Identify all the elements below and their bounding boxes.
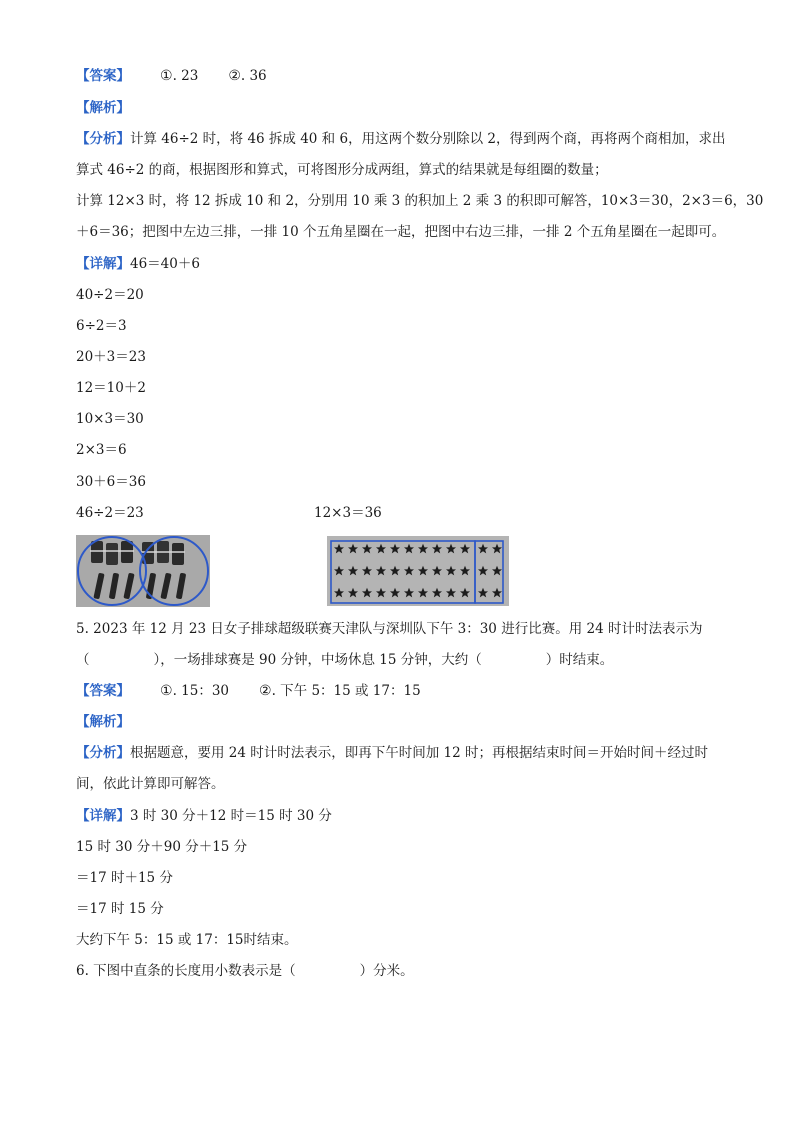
answer-1: . 15：30 bbox=[172, 683, 230, 699]
fenxi-text-1: 计算 46÷2 时，将 46 拆成 40 和 6，用这两个数分别除以 2，得到两个商，再将两个商相加，求出 bbox=[130, 131, 726, 147]
answer-2: . 下午 5：15 或 17：15 bbox=[271, 683, 421, 699]
answer-tag: 【答案】 bbox=[76, 68, 130, 84]
q5-step-2: ＝17 时 15 分 bbox=[76, 901, 164, 917]
answer-1: . 23 bbox=[172, 68, 199, 84]
fenxi-tag: 【分析】 bbox=[76, 745, 130, 761]
q4-step-2: 6÷2＝3 bbox=[76, 318, 127, 334]
q4-step-5: 10×3＝30 bbox=[76, 411, 144, 427]
q5-stem-middle: ），一场排球赛是 90 分钟，中场休息 15 分钟，大约（ bbox=[153, 652, 482, 668]
fenxi-text-1: 根据题意，要用 24 时计时法表示，即再下午时间加 12 时；再根据结束时间＝开始时间＋经过时 bbox=[130, 745, 709, 761]
q5-stem-line-1: 5. 2023 年 12 月 23 日女子排球超级联赛天津队与深圳队下午 3：30 进行比赛。用 24 时计时法表示为 bbox=[76, 621, 703, 637]
q4-fenxi-line-2: 算式 46÷2 的商，根据图形和算式，可将图形分成两组，算式的结果就是每组圈的数量； bbox=[76, 162, 608, 178]
q5-answer-line bbox=[76, 681, 421, 701]
xiangjie-step-0: 46＝40＋6 bbox=[130, 256, 200, 272]
q4-step-4: 12＝10＋2 bbox=[76, 380, 146, 396]
xiangjie-tag: 【详解】 bbox=[76, 256, 130, 272]
q4-result-left: 46÷2＝23 bbox=[76, 505, 144, 521]
sticks-grouping-figure bbox=[76, 535, 210, 607]
q5-step-1: ＝17 时＋15 分 bbox=[76, 870, 173, 886]
answer-2-mark: ② bbox=[259, 683, 272, 699]
q6-stem-end: ）分米。 bbox=[359, 963, 414, 979]
q4-answer-line bbox=[76, 66, 267, 86]
q4-result-right: 12×3＝36 bbox=[314, 505, 382, 521]
xiangjie-tag: 【详解】 bbox=[76, 808, 130, 824]
q4-fenxi-line-1 bbox=[76, 129, 725, 149]
analysis-tag: 【解析】 bbox=[76, 714, 130, 730]
q5-step-3: 大约下午 5：15 或 17：15时结束。 bbox=[76, 932, 298, 948]
xiangjie-text-1: 3 时 30 分＋12 时＝15 时 30 分 bbox=[130, 808, 332, 824]
q5-stem-line-2 bbox=[76, 650, 613, 670]
q5-xiangjie-line bbox=[76, 806, 332, 826]
answer-1-mark: ① bbox=[160, 683, 173, 699]
answer-2: . 36 bbox=[240, 68, 267, 84]
q5-blank-open-1: （ bbox=[76, 652, 90, 668]
q6-stem-start: 6. 下图中直条的长度用小数表示是（ bbox=[76, 963, 296, 979]
analysis-tag: 【解析】 bbox=[76, 100, 130, 116]
q6-stem-line bbox=[76, 961, 414, 981]
q4-fenxi-line-3: 计算 12×3 时，将 12 拆成 10 和 2，分别用 10 乘 3 的积加上 2 乘 3 的积即可解答，10×3＝30，2×3＝6，30 bbox=[76, 193, 764, 209]
answer-2-mark: ② bbox=[228, 68, 241, 84]
stars-grouping-figure bbox=[327, 536, 509, 606]
q4-analysis-line bbox=[76, 98, 130, 118]
q5-analysis-line bbox=[76, 712, 130, 732]
q5-fenxi-line-1 bbox=[76, 743, 708, 763]
q4-step-7: 30＋6＝36 bbox=[76, 474, 146, 490]
answer-1-mark: ① bbox=[160, 68, 173, 84]
fenxi-tag: 【分析】 bbox=[76, 131, 130, 147]
answer-tag: 【答案】 bbox=[76, 683, 130, 699]
q4-step-3: 20＋3＝23 bbox=[76, 349, 146, 365]
q4-fenxi-line-4: ＋6＝36；把图中左边三排，一排 10 个五角星圈在一起，把图中右边三排，一排 2 个五角星圈在一起即可。 bbox=[76, 224, 726, 240]
q5-fenxi-line-2: 间，依此计算即可解答。 bbox=[76, 776, 225, 792]
q4-xiangjie-line bbox=[76, 254, 200, 274]
q4-step-6: 2×3＝6 bbox=[76, 442, 127, 458]
q5-step-0: 15 时 30 分＋90 分＋15 分 bbox=[76, 839, 248, 855]
q5-stem-end: ）时结束。 bbox=[545, 652, 614, 668]
q4-step-1: 40÷2＝20 bbox=[76, 287, 144, 303]
